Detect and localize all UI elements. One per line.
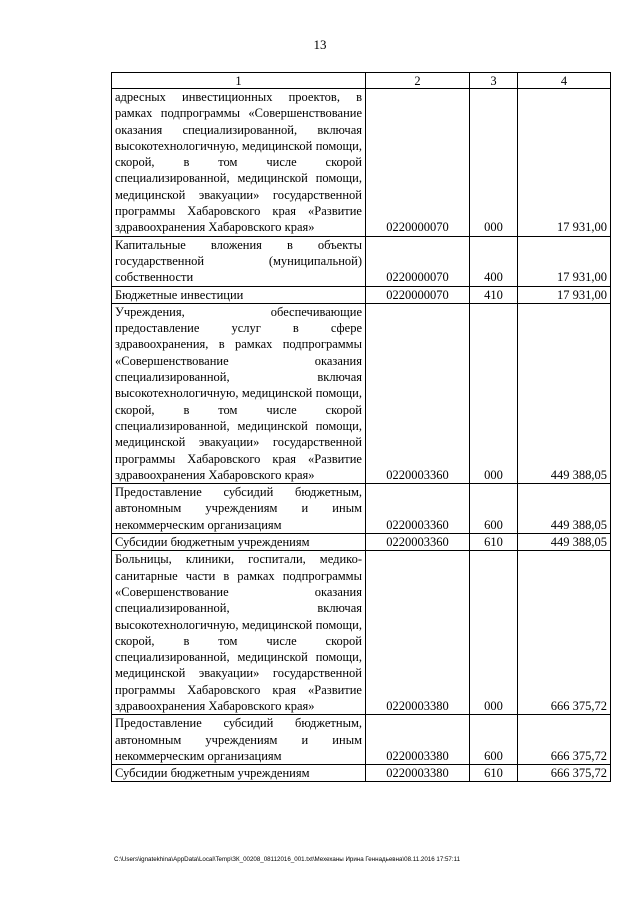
file-path-footer: C:\Users\ignatekhina\AppData\Local\Temp\ЗК_00208_08112016_001.txt\Мехеханы Ирина Геннадьевна\08.11.2016 17:57:11 bbox=[114, 856, 461, 863]
row-name: Предоставление субсидий бюджетным, автономным учреждениям и иным некоммерческим организациям bbox=[112, 715, 366, 765]
page-number: 13 bbox=[313, 37, 327, 52]
header-col-4: 4 bbox=[518, 73, 611, 89]
row-amount: 449 388,05 bbox=[518, 484, 611, 534]
header-row bbox=[112, 73, 611, 89]
table-row bbox=[112, 715, 611, 765]
table-row bbox=[112, 484, 611, 534]
row-csr: 0220003380 bbox=[366, 551, 470, 715]
row-csr: 0220003360 bbox=[366, 534, 470, 551]
table-row bbox=[112, 765, 611, 782]
header-col-3: 3 bbox=[470, 73, 518, 89]
row-vr: 400 bbox=[470, 236, 518, 286]
row-vr: 600 bbox=[470, 484, 518, 534]
row-csr: 0220003380 bbox=[366, 715, 470, 765]
row-amount: 17 931,00 bbox=[518, 236, 611, 286]
row-vr: 610 bbox=[470, 765, 518, 782]
row-amount: 17 931,00 bbox=[518, 286, 611, 303]
table-row bbox=[112, 89, 611, 237]
row-amount: 449 388,05 bbox=[518, 534, 611, 551]
row-csr: 0220000070 bbox=[366, 89, 470, 237]
row-vr: 600 bbox=[470, 715, 518, 765]
row-vr: 000 bbox=[470, 303, 518, 483]
header-col-1: 1 bbox=[112, 73, 366, 89]
row-name: Субсидии бюджетным учреждениям bbox=[112, 765, 366, 782]
row-name: Предоставление субсидий бюджетным, автономным учреждениям и иным некоммерческим организациям bbox=[112, 484, 366, 534]
row-amount: 449 388,05 bbox=[518, 303, 611, 483]
row-amount: 17 931,00 bbox=[518, 89, 611, 237]
row-amount: 666 375,72 bbox=[518, 715, 611, 765]
row-name: Субсидии бюджетным учреждениям bbox=[112, 534, 366, 551]
row-csr: 0220000070 bbox=[366, 236, 470, 286]
row-name: Капитальные вложения в объекты государственной (муниципальной) собственности bbox=[112, 236, 366, 286]
table-row bbox=[112, 236, 611, 286]
row-amount: 666 375,72 bbox=[518, 765, 611, 782]
row-vr: 000 bbox=[470, 551, 518, 715]
row-name: Больницы, клиники, госпитали, медико-санитарные части в рамках подпрограммы «Совершенствование оказания специализированной, включая высокотехнологичную, медицинской помощи, скорой, в том числе скорой специализированной, медицинской помощи, медицинской эвакуации» государственной программы Хабаровского края «Развитие здравоохранения Хабаровского края» bbox=[112, 551, 366, 715]
table-row bbox=[112, 286, 611, 303]
row-csr: 0220003360 bbox=[366, 484, 470, 534]
row-csr: 0220000070 bbox=[366, 286, 470, 303]
row-vr: 610 bbox=[470, 534, 518, 551]
row-csr: 0220003360 bbox=[366, 303, 470, 483]
table-row bbox=[112, 303, 611, 483]
budget-table bbox=[111, 72, 611, 782]
row-vr: 410 bbox=[470, 286, 518, 303]
table-row bbox=[112, 551, 611, 715]
table-row bbox=[112, 534, 611, 551]
row-amount: 666 375,72 bbox=[518, 551, 611, 715]
row-vr: 000 bbox=[470, 89, 518, 237]
row-csr: 0220003380 bbox=[366, 765, 470, 782]
row-name: Бюджетные инвестиции bbox=[112, 286, 366, 303]
header-col-2: 2 bbox=[366, 73, 470, 89]
row-name: адресных инвестиционных проектов, в рамках подпрограммы «Совершенствование оказания специализированной, включая высокотехнологичную, медицинской помощи, скорой, в том числе скорой специализированной, медицинской помощи, медицинской эвакуации» государственной программы Хабаровского края «Развитие здравоохранения Хабаровского края» bbox=[112, 89, 366, 237]
row-name: Учреждения, обеспечивающие предоставление услуг в сфере здравоохранения, в рамках подпрограммы «Совершенствование оказания специализированной, включая высокотехнологичную, медицинской помощи, скорой, в том числе скорой специализированной, медицинской помощи, медицинской эвакуации» государственной программы Хабаровского края «Развитие здравоохранения Хабаровского края» bbox=[112, 303, 366, 483]
